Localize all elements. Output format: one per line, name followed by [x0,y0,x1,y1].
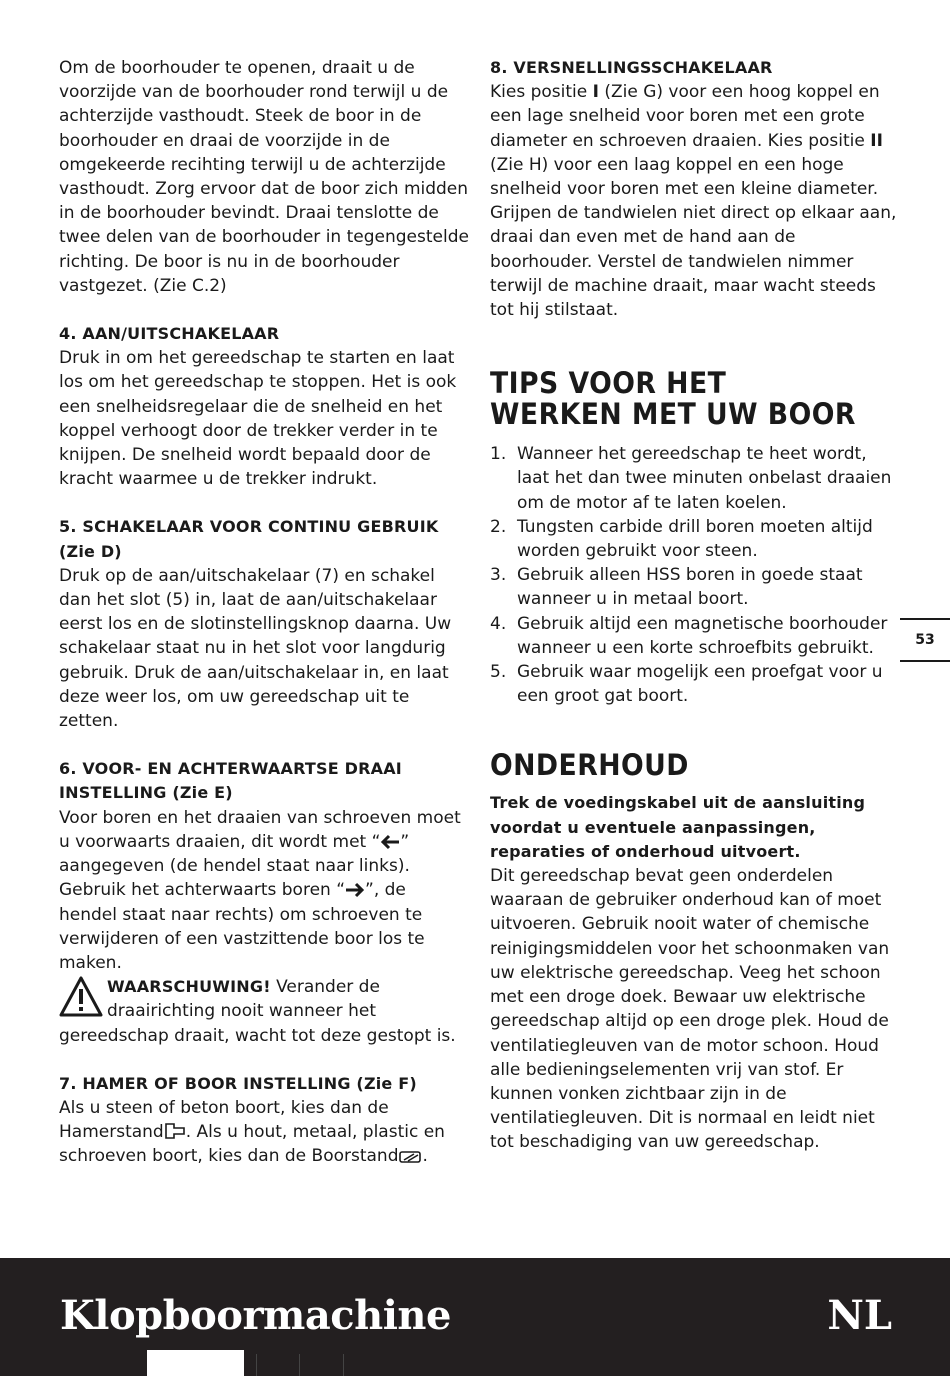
warning-block [59,975,469,1048]
section-8-text-c: (Zie H) voor een laag koppel en een hoge snelheid voor boren met een kleine diameter. Grijpen de tandwielen niet direct op elkaar aan, draai dan even met de hand aan de boorhouder. Verstel de tandwielen nimmer terwijl de machine draait, maar wacht steeds tot hij stilstaat. [490,154,897,321]
section-6-body [59,806,469,975]
footer-title: Klopboormachine [60,1292,451,1339]
footer-white-block [147,1350,244,1376]
section-5-title: 5. SCHAKELAAR VOOR CONTINU GEBRUIK (Zie D) [59,517,439,561]
list-number: 1. [490,444,507,465]
hammer-mode-icon [164,1122,186,1140]
list-item [490,515,900,563]
warning-label: WAARSCHUWING! [107,977,271,997]
list-number: 5. [490,662,507,683]
list-item [490,563,900,611]
section-4-title: 4. AAN/UITSCHAKELAAR [59,324,280,344]
list-item [490,442,900,515]
section-6-text-a: Voor boren en het draaien van schroeven moet u voorwaarts draaien, dit wordt met “ [59,807,461,852]
footer-tick [299,1354,300,1376]
position-2-label: II [870,130,883,151]
list-item [490,612,900,660]
list-number: 3. [490,565,507,586]
list-text: Tungsten carbide drill boren moeten altijd worden gebruikt voor steen. [517,516,873,562]
section-8-text-a: Kies positie [490,82,593,103]
list-number: 2. [490,516,507,537]
section-5-body: Druk op de aan/uitschakelaar (7) en schakel dan het slot (5) in, laat de aan/uitschakelaar eerst los en de slotinstellingsknop daarna. Uw schakelaar staat nu in het slot voor langdurig gebruik. Druk de aan/uitschakelaar in, en laat deze weer los, om uw gereedschap uit te zetten. [59,565,452,732]
section-7-title: 7. HAMER OF BOOR INSTELLING (Zie F) [59,1073,417,1093]
section-6-title: 6. VOOR- EN ACHTERWAARTSE DRAAI INSTELLING (Zie E) [59,759,402,803]
section-4-body: Druk in om het gereedschap te starten en laat los om het gereedschap te stoppen. Het is ook een snelheidsregelaar die de snelheid en het koppel verhoogt door de trekker verder in te knijpen. De snelheid wordt bepaald door de kracht waarmee u de trekker indrukt. [59,348,457,490]
footer-bar [0,1258,950,1376]
section-8-body [490,80,900,322]
footer-language: NL [827,1292,892,1339]
arrow-left-icon [380,834,400,850]
section-6-text-c: ”, de hendel staat naar rechts) om schroeven te verwijderen of een vastzittende boor los te maken. [59,880,425,973]
page-number: 53 [915,632,935,648]
chuck-intro-text: Om de boorhouder te openen, draait u de voorzijde van de boorhouder rond terwijl u de achterzijde vasthoudt. Steek de boor in de boorhouder en draai de voorzijde in de omgekeerde recihting terwijl u de achterzijde vasthoudt. Zorg ervoor dat de boor zich midden in de boorhouder bevindt. Draai tenslotte de twee delen van de boorhouder in tegengestelde richting. De boor is nu in de boorhouder vastgezet. (Zie C.2) [59,58,469,296]
section-8-text-b: (Zie G) voor een hoog koppel en een lage snelheid voor boren met een grote diameter en schroeven draaien. Kies positie [490,82,880,151]
list-text: Wanneer het gereedschap te heet wordt, laat het dan twee minuten onbelast draaien om de motor af te laten koelen. [517,444,892,513]
tips-heading: TIPS VOOR HET WERKEN MET UW BOOR [490,366,856,432]
drill-mode-icon [399,1150,423,1164]
list-text: Gebruik altijd een magnetische boorhouder wanneer u een korte schroefbits gebruikt. [517,613,888,658]
footer-tick [256,1354,257,1376]
section-7-text-b: . Als u hout, metaal, plastic en schroeven boort, kies dan de Boorstand [59,1122,445,1167]
list-number: 4. [490,613,507,634]
tips-list [490,442,900,708]
position-1-label: I [592,82,599,103]
left-column [59,56,469,1169]
section-7-text-c: . [422,1146,428,1167]
section-6-text-b: ” aangegeven (de hendel staat naar links). Gebruik het achterwaarts boren “ [59,831,410,901]
arrow-right-icon [345,882,365,898]
list-text: Gebruik alleen HSS boren in goede staat wanneer u in metaal boort. [517,565,863,610]
footer-tick [343,1354,344,1376]
page-number-tab [900,618,950,662]
section-8-title: 8. VERSNELLINGSSCHAKELAAR [490,58,773,77]
maintenance-heading: ONDERHOUD [490,748,689,783]
right-column [490,56,900,1155]
maintenance-warning: Trek de voedingskabel uit de aansluiting voordat u eventuele aanpassingen, reparaties of onderhoud uitvoert. [490,793,866,861]
warning-body: Verander de draairichting nooit wanneer het gereedschap draait, wacht tot deze gestopt is. [59,977,456,1046]
maintenance-body: Dit gereedschap bevat geen onderdelen waaraan de gebruiker onderhoud kan of moet uitvoeren. Gebruik nooit water of chemische reinigingsmiddelen voor het schoonmaken van uw elektrische gereedschap. Veeg het schoon met een droge doek. Bewaar uw elektrische gereedschap altijd op een droge plek. Houd de ventilatiegleuven van de motor schoon. Houd alle bedieningselementen vrij van stof. Er kunnen vonken zichtbaar zijn in de ventilatiegleuven. Dit is normaal en leidt niet tot beschadiging van uw gereedschap. [490,866,890,1153]
section-7-body [59,1096,469,1169]
section-7-text-a: Als u steen of beton boort, kies dan de Hamerstand [59,1097,389,1143]
list-item [490,660,900,708]
list-text: Gebruik waar mogelijk een proefgat voor u een groot gat boort. [517,662,883,707]
warning-icon [59,975,103,1019]
